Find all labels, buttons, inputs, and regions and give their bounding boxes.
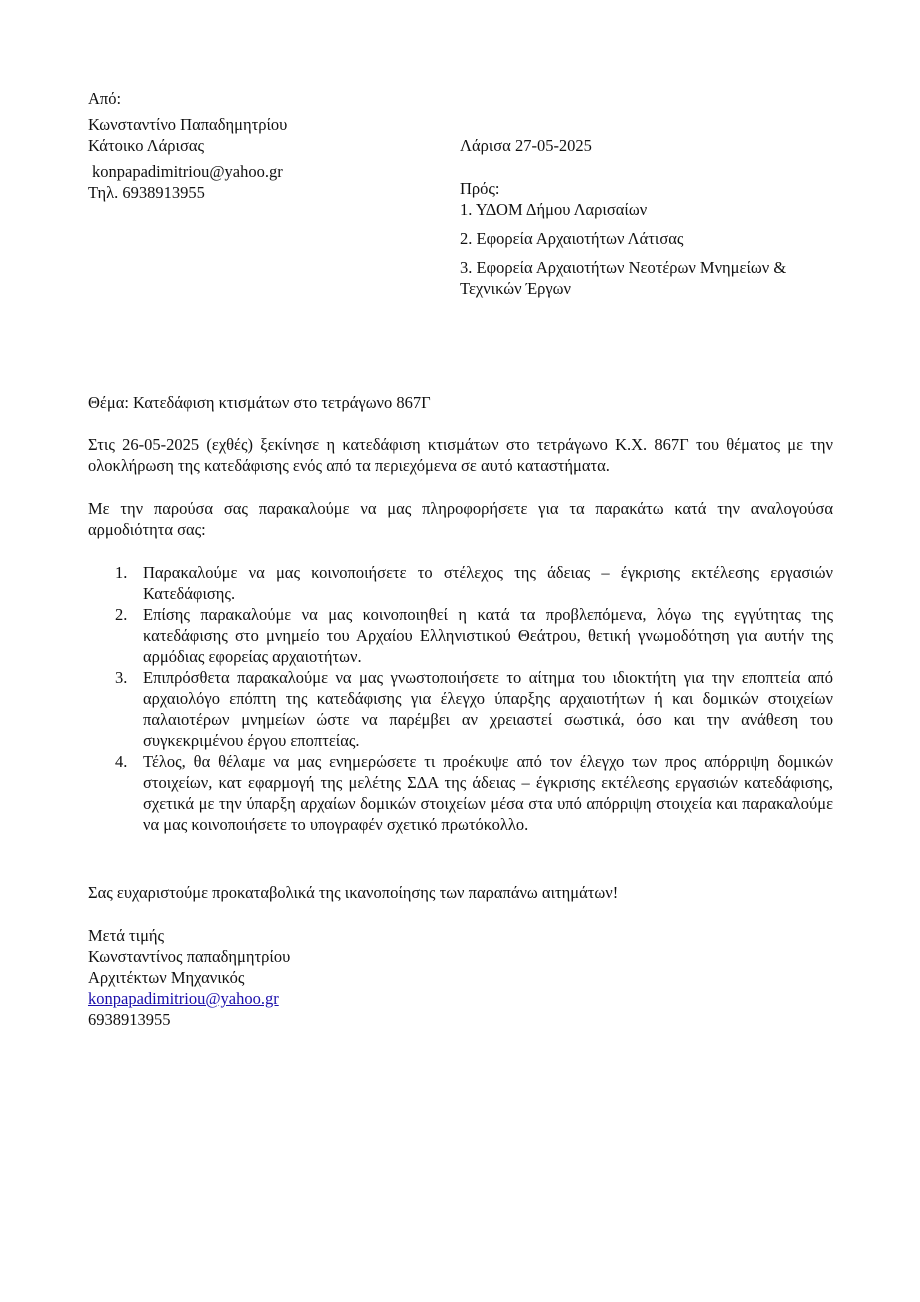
signer-email-link[interactable]: konpapadimitriou@yahoo.gr xyxy=(88,989,279,1008)
body-paragraph: Στις 26-05-2025 (εχθές) ξεκίνησε η κατεδάφιση κτισμάτων στο τετράγωνο Κ.Χ. 867Γ του θέματος με την ολοκλήρωση της κατεδάφισης ενός από τα περιεχόμενα σε αυτό καταστήματα. xyxy=(88,435,833,475)
signer-title: Αρχιτέκτων Μηχανικός xyxy=(88,968,245,987)
signer-phone: 6938913955 xyxy=(88,1010,171,1029)
request-text: Τέλος, θα θέλαμε να μας ενημερώσετε τι προέκυψε από τον έλεγχο των προς απόρριψη δομικών στοιχείων, κατ εφαρμογή της μελέτης ΣΔΑ της άδειας – έγκρισης εκτέλεσης εργασιών κατεδάφισης, σχετικά με την ύπαρξη αρχαίων δομικών στοιχείων μέσα στα υπό απόρριψη στοιχεία και παρακαλούμε να μας κοινοποιήσετε το υπογραφέν σχετικό πρωτόκολλο. xyxy=(143,752,833,834)
request-number: 2. xyxy=(115,605,128,624)
request-text: Επιπρόσθετα παρακαλούμε να μας γνωστοποιήσετε το αίτημα του ιδιοκτήτη για την εποπτεία από αρχαιολόγο επόπτη της κατεδάφισης για έλεγχο ύπαρξης αρχαιοτήτων ή και δομικών στοιχείων παλαιοτέρων μνημείων ώστε να παρέμβει αν χρειαστεί σωστικά, όσο και την ανάθεση του συγκεκριμένου έργου εποπτείας. xyxy=(143,668,833,750)
body-paragraph: Με την παρούσα σας παρακαλούμε να μας πληροφορήσετε για τα παρακάτω κατά την αναλογούσα αρμοδιότητα σας: xyxy=(88,499,833,539)
request-item xyxy=(88,562,833,604)
sender-name: Κωνσταντίνο Παπαδημητρίου xyxy=(88,115,288,134)
request-item xyxy=(88,604,833,667)
requests-list xyxy=(88,562,833,835)
request-item xyxy=(88,667,833,751)
request-text: Επίσης παρακαλούμε να μας κοινοποιηθεί η κατά τα προβλεπόμενα, λόγω της εγγύτητας της κατεδάφισης στο μνημείο του Αρχαίου Ελληνιστικού Θεάτρου, θετική γνωμοδότηση για αυτήν της αρμόδιας εφορείας αρχαιοτήτων. xyxy=(143,605,833,666)
closing-block xyxy=(88,925,488,1030)
sender-block xyxy=(88,88,418,203)
recipients-label: Πρός: xyxy=(460,179,500,198)
recipient-item: 1. ΥΔΟΜ Δήμου Λαρισαίων xyxy=(460,200,648,219)
closing-salutation: Μετά τιμής xyxy=(88,926,165,945)
request-text: Παρακαλούμε να μας κοινοποιήσετε το στέλεχος της άδειας – έγκρισης εκτέλεσης εργασιών Κατεδάφισης. xyxy=(143,563,833,603)
letter-date: Λάρισα 27-05-2025 xyxy=(460,136,592,155)
request-number: 4. xyxy=(115,752,128,771)
sender-phone: Τηλ. 6938913955 xyxy=(88,183,205,202)
recipient-item: 2. Εφορεία Αρχαιοτήτων Λάτισας xyxy=(460,229,684,248)
from-label: Από: xyxy=(88,89,122,108)
request-number: 1. xyxy=(115,563,128,582)
letter-subject: Θέμα: Κατεδάφιση κτισμάτων στο τετράγωνο 867Γ xyxy=(88,393,431,412)
signer-name: Κωνσταντίνος παπαδημητρίου xyxy=(88,947,291,966)
recipients-block xyxy=(460,178,840,307)
sender-email: konpapadimitriou@yahoo.gr xyxy=(92,162,283,181)
thanks-line: Σας ευχαριστούμε προκαταβολικά της ικανοποίησης των παραπάνω αιτημάτων! xyxy=(88,883,619,902)
request-item xyxy=(88,751,833,835)
sender-residence: Κάτοικο Λάρισας xyxy=(88,136,205,155)
request-number: 3. xyxy=(115,668,128,687)
recipient-item: 3. Εφορεία Αρχαιοτήτων Νεοτέρων Μνημείων & Τεχνικών Έργων xyxy=(460,258,787,298)
